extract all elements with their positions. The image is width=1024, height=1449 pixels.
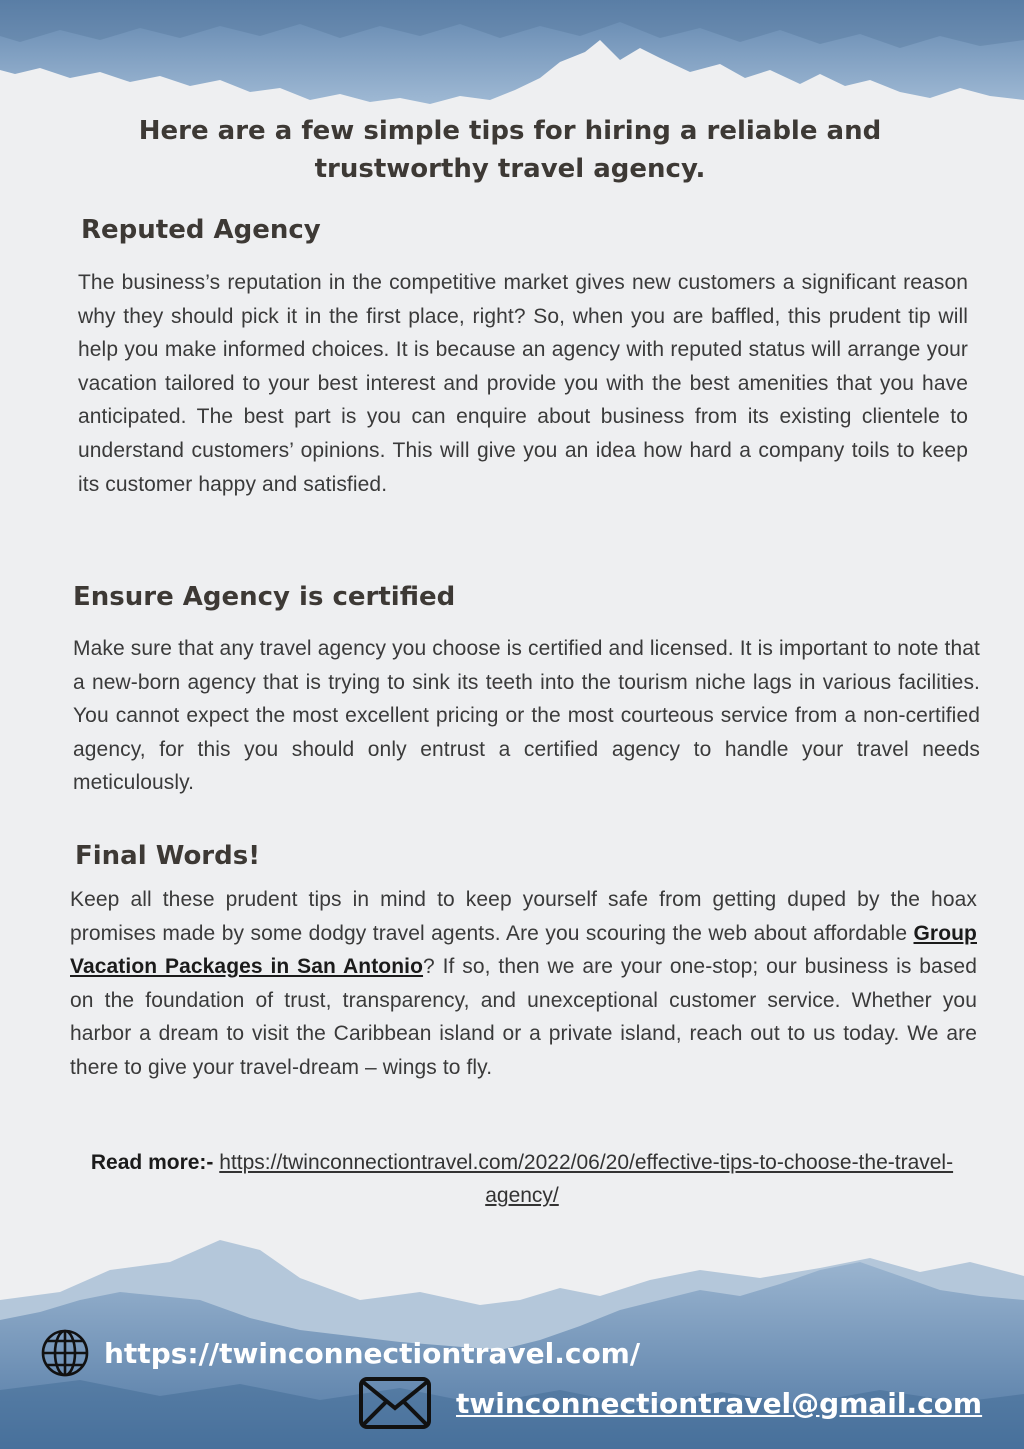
footer-website[interactable]: [40, 1328, 640, 1378]
section-body-certified: Make sure that any travel agency you choose is certified and licensed. It is important to note that a new-born agency that is trying to sink its teeth into the tourism niche lags in various facilities. You cannot expect the most excellent pricing or the most courteous service from a non-certified agency, for this you should only entrust a certified agency to handle your travel needs meticulously.: [73, 637, 980, 795]
group-vacation-packages-link[interactable]: Group Vacation Packages in San Antonio: [70, 921, 977, 979]
envelope-icon: [358, 1376, 432, 1430]
section-title-reputed-agency: Reputed Agency: [81, 215, 321, 245]
section-title-certified: Ensure Agency is certified: [73, 582, 456, 612]
section-title-final-words: Final Words!: [75, 841, 261, 871]
final-words-text-after: ? If so, then we are your one-stop; our business is based on the foundation of trust, transparency, and unexceptional customer service. Whether you harbor a dream to visit the Caribbean island or a private island, reach out to us today. We are there to give your travel-dream – wings to fly.: [70, 955, 977, 1079]
read-more: [60, 1146, 984, 1212]
read-more-label: Read more:-: [90, 1151, 214, 1174]
footer-email-text[interactable]: twinconnectiontravel@gmail.com: [456, 1386, 983, 1420]
page-title: Here are a few simple tips for hiring a reliable and trustworthy travel agency.: [138, 116, 882, 184]
read-more-link[interactable]: https://twinconnectiontravel.com/2022/06/20/effective-tips-to-choose-the-travel-agency/: [219, 1151, 954, 1207]
final-words-text-before: Keep all these prudent tips in mind to keep yourself safe from getting duped by the hoax promises made by some dodgy travel agents. Are you scouring the web about affordable: [70, 888, 977, 945]
globe-icon: [40, 1328, 90, 1378]
footer-website-text[interactable]: https://twinconnectiontravel.com/: [104, 1336, 641, 1370]
section-body-reputed-agency: The business’s reputation in the competitive market gives new customers a significant reason why they should pick it in the first place, right? So, when you are baffled, this prudent tip will help you make informed choices. It is because an agency with reputed status will arrange your vacation tailored to your best interest and provide you with the best amenities that you have anticipated. The best part is you can enquire about business from its existing clientele to understand customers’ opinions. This will give you an idea how hard a company toils to keep its customer happy and satisfied.: [78, 271, 968, 496]
footer-email[interactable]: [358, 1376, 982, 1430]
section-body-final-words: [70, 883, 977, 1085]
